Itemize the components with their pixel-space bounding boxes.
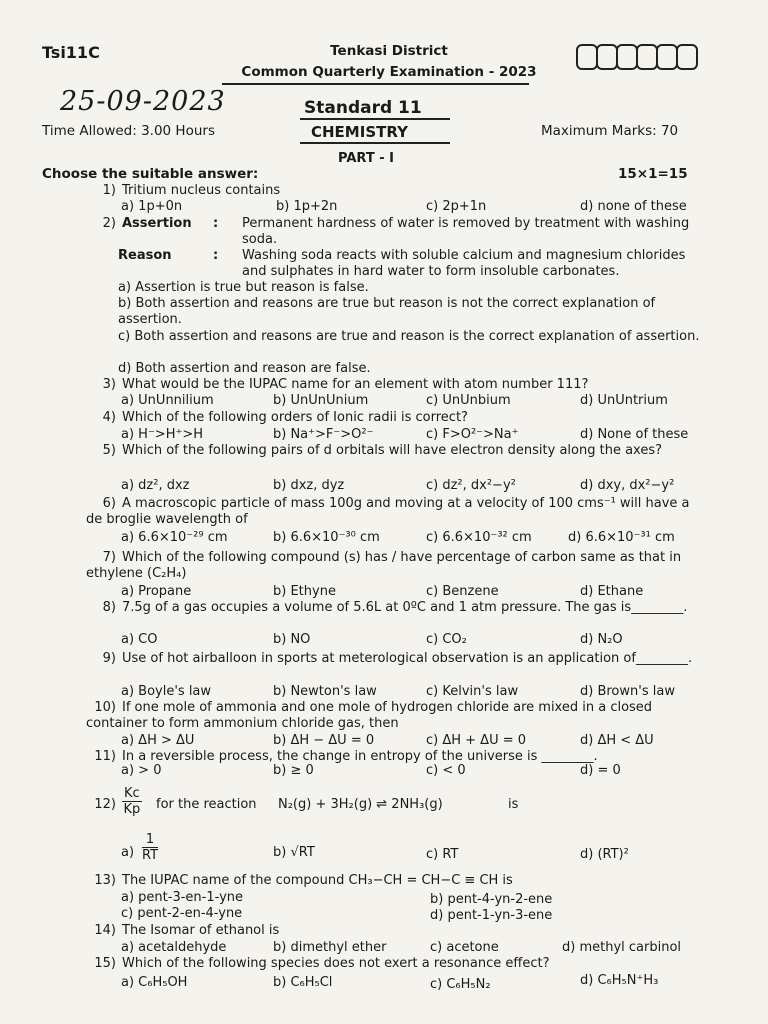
option-c: c) Both assertion and reasons are true and reason is the correct explanation of assertion. xyxy=(118,329,700,344)
question-14 xyxy=(86,923,279,938)
option-d: d) none of these xyxy=(580,199,687,214)
question-text: Use of hot airballoon in sports at meterological observation is an application of________. xyxy=(122,651,693,666)
option-a-label: a) xyxy=(121,845,135,860)
time-allowed: Time Allowed: 3.00 Hours xyxy=(42,123,215,139)
subject-underline xyxy=(300,142,450,144)
option-b: b) Newton's law xyxy=(273,684,377,699)
assertion-label: Assertion xyxy=(122,216,192,231)
option-c: c) dz², dx²−y² xyxy=(426,478,516,493)
part-title: PART - I xyxy=(338,151,394,166)
option-d: d) pent-1-yn-3-ene xyxy=(430,908,553,923)
question-15 xyxy=(86,956,549,971)
question-number: 2) xyxy=(102,216,116,231)
option-c: c) F>O²⁻>Na⁺ xyxy=(426,427,519,442)
question-number: 11) xyxy=(94,749,116,764)
fraction-denominator: RT xyxy=(142,848,159,863)
assertion-text: Permanent hardness of water is removed by treatment with washing soda. xyxy=(242,216,690,247)
option-a: a) Propane xyxy=(121,584,192,599)
question-text: Which of the following pairs of d orbitals will have electron density along the axes? xyxy=(122,443,663,458)
option-c: c) pent-2-en-4-yne xyxy=(121,906,243,921)
reason-text: Washing soda reacts with soluble calcium and magnesium chlorides and sulphates in hard water to form insoluble carbonates. xyxy=(242,248,686,279)
option-a: a) ΔH > ΔU xyxy=(121,733,195,748)
option-d: d) dxy, dx²−y² xyxy=(580,478,675,493)
option-c: c) acetone xyxy=(430,940,499,955)
option-c: c) UnUnbium xyxy=(426,393,511,408)
option-a: a) 6.6×10⁻²⁹ cm xyxy=(121,530,228,545)
option-b: b) NO xyxy=(273,632,311,647)
option-a: a) UnUnnilium xyxy=(121,393,214,408)
question-text-end: is xyxy=(508,797,519,812)
option-b: b) √RT xyxy=(273,845,315,860)
option-d: d) Both assertion and reason are false. xyxy=(118,361,371,376)
question-number: 6) xyxy=(102,496,116,511)
question-number: 5) xyxy=(102,443,116,458)
question-text: What would be the IUPAC name for an element with atom number 111? xyxy=(122,377,589,392)
option-d: d) Brown's law xyxy=(580,684,675,699)
option-a-fraction xyxy=(142,832,158,863)
option-c: c) CO₂ xyxy=(426,632,467,647)
option-b: b) UnUnUnium xyxy=(273,393,369,408)
question-number: 8) xyxy=(102,600,116,615)
option-b: b) dimethyl ether xyxy=(273,940,387,955)
subject-title: CHEMISTRY xyxy=(311,123,408,141)
question-text: The IUPAC name of the compound CH₃−CH = CH−C ≡ CH is xyxy=(122,873,513,888)
section-instruction: Choose the suitable answer: xyxy=(42,166,259,182)
option-c: c) 6.6×10⁻³² cm xyxy=(426,530,532,545)
option-b: b) pent-4-yn-2-ene xyxy=(430,892,553,907)
option-c: c) < 0 xyxy=(426,763,466,778)
option-b: b) ≥ 0 xyxy=(273,763,314,778)
fraction-numerator: Kc xyxy=(124,786,140,801)
option-c: c) RT xyxy=(426,847,459,862)
option-a: a) C₆H₅OH xyxy=(121,975,188,990)
exam-title-underline xyxy=(222,83,529,85)
question-text: Which of the following species does not exert a resonance effect? xyxy=(122,956,550,971)
option-d: d) Ethane xyxy=(580,584,644,599)
option-b: b) Ethyne xyxy=(273,584,336,599)
question-text: Tritium nucleus contains xyxy=(122,183,281,198)
option-b: b) C₆H₅Cl xyxy=(273,975,333,990)
option-a: a) 1p+0n xyxy=(121,199,183,214)
reason-colon: : xyxy=(213,248,219,263)
question-number: 3) xyxy=(102,377,116,392)
fraction-numerator: 1 xyxy=(142,832,158,848)
question-number: 7) xyxy=(102,550,116,565)
option-d: d) 6.6×10⁻³¹ cm xyxy=(568,530,675,545)
option-a: a) acetaldehyde xyxy=(121,940,227,955)
option-b: b) Both assertion and reasons are true but reason is not the correct explanation of assertion. xyxy=(118,296,656,327)
handwritten-date: 25-09-2023 xyxy=(60,86,226,117)
option-c: c) Kelvin's law xyxy=(426,684,519,699)
fraction-denominator: Kp xyxy=(123,802,141,817)
question-text: Which of the following compound (s) has / have percentage of carbon same as that in ethylene (C₂H₄) xyxy=(86,550,682,581)
option-b: b) ΔH − ΔU = 0 xyxy=(273,733,375,748)
option-b: b) dxz, dyz xyxy=(273,478,345,493)
option-c: c) Benzene xyxy=(426,584,499,599)
option-c: c) ΔH + ΔU = 0 xyxy=(426,733,527,748)
option-d: d) (RT)² xyxy=(580,847,629,862)
question-number: 13) xyxy=(94,873,116,888)
question-text: In a reversible process, the change in entropy of the universe is ________. xyxy=(122,749,598,764)
option-c: c) 2p+1n xyxy=(426,199,487,214)
option-d: d) ΔH < ΔU xyxy=(580,733,654,748)
question-9 xyxy=(86,651,708,667)
question-1 xyxy=(86,183,280,198)
question-12-number: 12) xyxy=(94,797,116,812)
reaction-equation: N₂(g) + 3H₂(g) ⇌ 2NH₃(g) xyxy=(278,797,443,812)
question-number: 14) xyxy=(94,923,116,938)
option-b: b) 1p+2n xyxy=(276,199,338,214)
maximum-marks: Maximum Marks: 70 xyxy=(541,123,679,139)
option-d: d) None of these xyxy=(580,427,689,442)
standard-title: Standard 11 xyxy=(304,98,422,118)
option-d: d) = 0 xyxy=(580,763,621,778)
section-score: 15×1=15 xyxy=(618,166,688,182)
question-11 xyxy=(86,749,598,764)
question-10 xyxy=(86,700,708,731)
question-2 xyxy=(86,216,192,231)
option-c: c) C₆H₅N₂ xyxy=(430,977,491,992)
register-number-boxes xyxy=(576,44,696,70)
question-text: for the reaction xyxy=(156,797,257,812)
question-text: 7.5g of a gas occupies a volume of 5.6L at 0ºC and 1 atm pressure. The gas is________. xyxy=(122,600,688,615)
option-d: d) methyl carbinol xyxy=(562,940,682,955)
question-text: Which of the following orders of Ionic radii is correct? xyxy=(122,410,468,425)
question-5 xyxy=(86,443,708,459)
question-text: A macroscopic particle of mass 100g and moving at a velocity of 100 cms⁻¹ will have a de broglie wavelength of xyxy=(86,496,690,527)
option-a: a) H⁻>H⁺>H xyxy=(121,427,204,442)
question-13 xyxy=(86,873,513,888)
district-title: Tenkasi District xyxy=(330,43,448,59)
option-a: a) CO xyxy=(121,632,158,647)
question-7 xyxy=(86,550,708,581)
reason-label: Reason xyxy=(118,248,172,263)
question-number: 4) xyxy=(102,410,116,425)
option-b: b) Na⁺>F⁻>O²⁻ xyxy=(273,427,374,442)
question-text: If one mole of ammonia and one mole of hydrogen chloride are mixed in a closed container to form ammonium chloride gas, then xyxy=(86,700,653,731)
question-4 xyxy=(86,410,468,425)
question-number: 9) xyxy=(102,651,116,666)
option-a: a) > 0 xyxy=(121,763,162,778)
kc-kp-fraction xyxy=(122,786,142,817)
question-number: 15) xyxy=(94,956,116,971)
option-d: d) C₆H₅N⁺H₃ xyxy=(580,973,659,988)
option-a: a) Assertion is true but reason is false. xyxy=(118,280,369,295)
option-a: a) dz², dxz xyxy=(121,478,190,493)
question-8 xyxy=(86,600,708,616)
option-d: d) N₂O xyxy=(580,632,623,647)
option-a: a) pent-3-en-1-yne xyxy=(121,890,244,905)
option-d: d) UnUntrium xyxy=(580,393,668,408)
question-text: The Isomar of ethanol is xyxy=(122,923,280,938)
question-number: 10) xyxy=(94,700,116,715)
question-number: 1) xyxy=(102,183,116,198)
option-b: b) 6.6×10⁻³⁰ cm xyxy=(273,530,380,545)
option-a: a) Boyle's law xyxy=(121,684,212,699)
assertion-colon: : xyxy=(213,216,219,231)
standard-underline xyxy=(300,118,450,120)
question-6 xyxy=(86,496,708,527)
paper-code: Tsi11C xyxy=(42,43,100,62)
exam-title: Common Quarterly Examination - 2023 xyxy=(241,64,537,80)
question-3 xyxy=(86,377,588,392)
